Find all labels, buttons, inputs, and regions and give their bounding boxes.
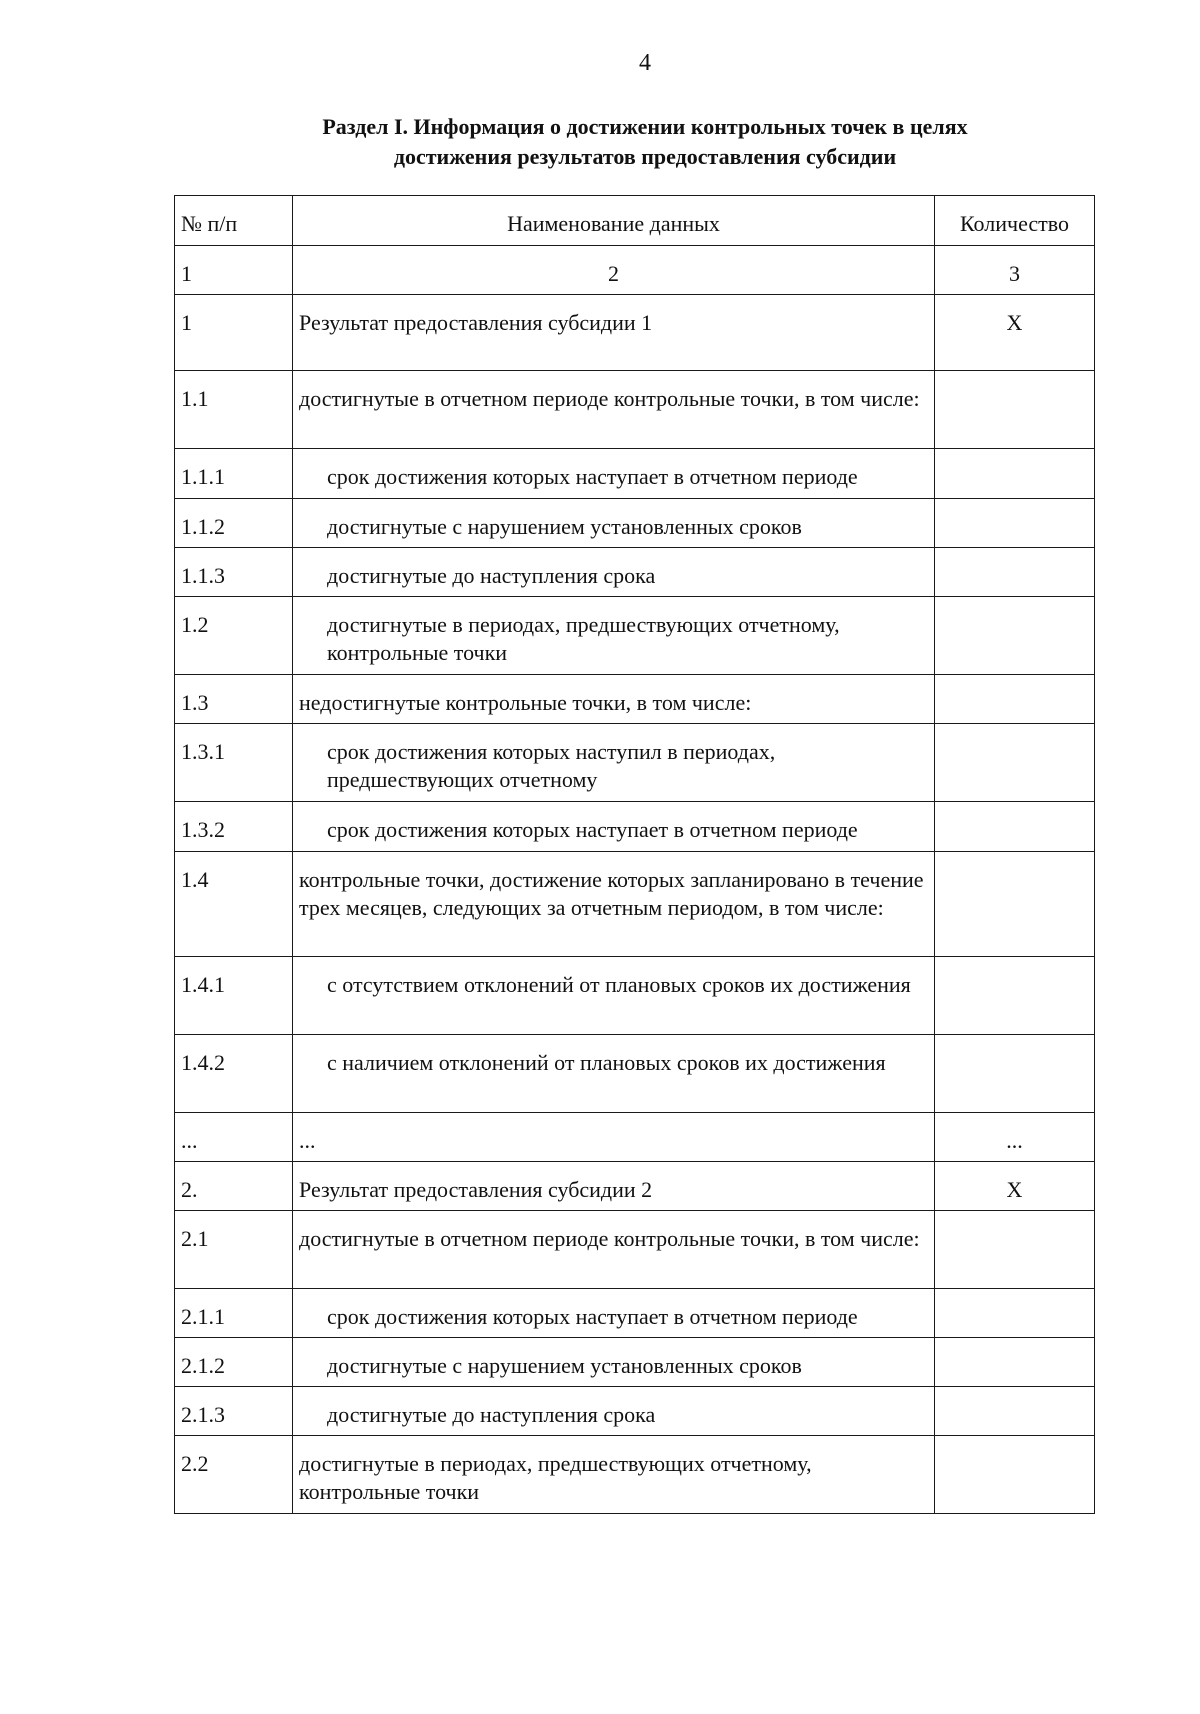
row-name-cell (293, 371, 935, 449)
row-number-cell: 2.2 (175, 1436, 293, 1514)
page-number: 4 (639, 50, 651, 76)
row-name-cell (293, 548, 935, 597)
row-quantity-cell (935, 1211, 1095, 1289)
table-row (175, 957, 1095, 1035)
row-name-cell (293, 1436, 935, 1514)
row-name-cell (293, 1211, 935, 1289)
row-quantity-cell (935, 1387, 1095, 1436)
row-number-cell: 1.1.2 (175, 499, 293, 548)
row-name-cell (293, 724, 935, 802)
table-row (175, 1113, 1095, 1162)
row-name-text: срок достижения которых наступает в отчетном периоде (327, 464, 858, 489)
row-name-text: ... (299, 1128, 316, 1153)
table-row (175, 724, 1095, 802)
table-row (175, 499, 1095, 548)
row-number-cell: 1.1.3 (175, 548, 293, 597)
row-name-cell (293, 1338, 935, 1387)
header-cell-name: Наименование данных (293, 196, 935, 246)
row-quantity-cell (935, 548, 1095, 597)
row-number-cell: ... (175, 1113, 293, 1162)
column-number-2: 2 (293, 246, 935, 295)
row-number-cell: 2.1 (175, 1211, 293, 1289)
row-number-cell: 1.4 (175, 852, 293, 957)
row-quantity-cell (935, 1338, 1095, 1387)
table-row (175, 449, 1095, 499)
row-name-text: достигнутые в отчетном периоде контрольные точки, в том числе: (299, 1226, 920, 1251)
header-cell-quantity: Количество (935, 196, 1095, 246)
row-quantity-cell (935, 597, 1095, 675)
row-name-cell (293, 295, 935, 371)
row-quantity-cell (935, 802, 1095, 852)
section-title-line-1: Раздел I. Информация о достижении контрольных точек в целях (322, 114, 968, 139)
row-name-cell (293, 1113, 935, 1162)
table-row (175, 802, 1095, 852)
row-name-text: достигнутые до наступления срока (327, 1402, 656, 1427)
row-name-text: Результат предоставления субсидии 1 (299, 310, 653, 335)
row-quantity-cell (935, 1289, 1095, 1338)
row-number-cell: 1.1.1 (175, 449, 293, 499)
row-name-cell (293, 1387, 935, 1436)
row-name-cell (293, 499, 935, 548)
table-row (175, 1162, 1095, 1211)
table-row (175, 295, 1095, 371)
row-quantity-cell: X (935, 1162, 1095, 1211)
table-row (175, 371, 1095, 449)
table-row (175, 1338, 1095, 1387)
row-quantity-cell (935, 675, 1095, 724)
row-name-text: Результат предоставления субсидии 2 (299, 1177, 653, 1202)
table-row (175, 1436, 1095, 1514)
row-quantity-cell (935, 957, 1095, 1035)
row-name-text: достигнутые с нарушением установленных сроков (327, 1353, 802, 1378)
row-quantity-cell (935, 852, 1095, 957)
row-number-cell: 1.3 (175, 675, 293, 724)
table-row (175, 548, 1095, 597)
section-title (0, 112, 1200, 172)
column-number-1: 1 (175, 246, 293, 295)
row-quantity-cell (935, 724, 1095, 802)
row-name-cell (293, 449, 935, 499)
row-quantity-cell: ... (935, 1113, 1095, 1162)
row-quantity-cell (935, 1436, 1095, 1514)
row-number-cell: 2.1.2 (175, 1338, 293, 1387)
row-quantity-cell: X (935, 295, 1095, 371)
row-name-text: срок достижения которых наступает в отчетном периоде (327, 817, 858, 842)
row-number-cell: 2.1.1 (175, 1289, 293, 1338)
header-cell-number: № п/п (175, 196, 293, 246)
row-number-cell: 1.4.1 (175, 957, 293, 1035)
control-points-table (174, 195, 1095, 1514)
table-row (175, 1289, 1095, 1338)
row-number-cell: 1.4.2 (175, 1035, 293, 1113)
table-row (175, 1211, 1095, 1289)
table-row (175, 675, 1095, 724)
row-number-cell: 1.1 (175, 371, 293, 449)
row-name-cell (293, 1035, 935, 1113)
row-number-cell: 1.3.2 (175, 802, 293, 852)
row-name-cell (293, 597, 935, 675)
row-quantity-cell (935, 499, 1095, 548)
column-numbers-row (175, 246, 1095, 295)
table-row (175, 852, 1095, 957)
row-name-text: контрольные точки, достижение которых запланировано в течение трех месяцев, следующих за отчетным периодом, в том числе: (299, 867, 924, 920)
table-row (175, 1387, 1095, 1436)
row-name-cell (293, 675, 935, 724)
column-number-3: 3 (935, 246, 1095, 295)
row-name-text: достигнутые в отчетном периоде контрольные точки, в том числе: (299, 386, 920, 411)
section-title-line-2: достижения результатов предоставления субсидии (393, 144, 897, 169)
row-number-cell: 1.3.1 (175, 724, 293, 802)
row-name-cell (293, 802, 935, 852)
row-name-text: достигнутые с нарушением установленных сроков (327, 514, 802, 539)
row-name-cell (293, 1162, 935, 1211)
row-name-text: недостигнутые контрольные точки, в том числе: (299, 690, 752, 715)
row-name-text: срок достижения которых наступает в отчетном периоде (327, 1304, 858, 1329)
row-name-text: достигнутые в периодах, предшествующих отчетному, контрольные точки (327, 612, 840, 665)
row-number-cell: 1.2 (175, 597, 293, 675)
row-name-text: достигнутые до наступления срока (327, 563, 656, 588)
table-header-row (175, 196, 1095, 246)
row-name-cell (293, 957, 935, 1035)
row-name-cell (293, 1289, 935, 1338)
row-number-cell: 2. (175, 1162, 293, 1211)
row-quantity-cell (935, 1035, 1095, 1113)
row-name-text: срок достижения которых наступил в периодах, предшествующих отчетному (327, 739, 776, 792)
row-name-text: достигнутые в периодах, предшествующих отчетному, контрольные точки (299, 1451, 812, 1504)
row-quantity-cell (935, 449, 1095, 499)
row-number-cell: 1 (175, 295, 293, 371)
row-name-text: с наличием отклонений от плановых сроков их достижения (327, 1050, 886, 1075)
table-row (175, 597, 1095, 675)
row-name-cell (293, 852, 935, 957)
table-row (175, 1035, 1095, 1113)
row-name-text: с отсутствием отклонений от плановых сроков их достижения (327, 972, 911, 997)
row-number-cell: 2.1.3 (175, 1387, 293, 1436)
row-quantity-cell (935, 371, 1095, 449)
